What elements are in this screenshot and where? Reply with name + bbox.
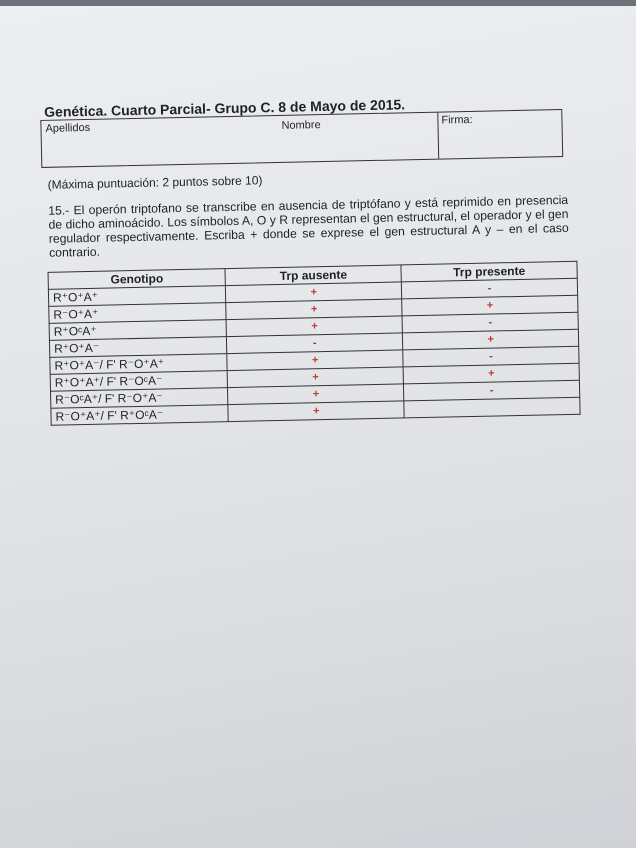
trp-present-cell: - <box>404 380 580 401</box>
genotype-cell: R⁺O⁺A⁺/ F' R⁻OᶜA⁻ <box>50 371 228 392</box>
exam-title: Genética. Cuarto Parcial- Grupo C. 8 de Mayo de 2015. <box>43 96 406 120</box>
trp-present-cell: - <box>402 312 578 333</box>
exam-content <box>38 93 575 426</box>
header-genotipo: Genotipo <box>48 269 226 290</box>
trp-absent-cell: + <box>228 367 404 388</box>
trp-present-cell: + <box>403 363 579 384</box>
trp-present-cell: + <box>402 295 578 316</box>
trp-absent-cell: + <box>226 299 402 320</box>
trp-present-cell: - <box>401 278 577 299</box>
genotype-cell: R⁻O⁺A⁺/ F' R⁺OᶜA⁻ <box>51 405 229 426</box>
genotype-cell: R⁻O⁺A⁺ <box>49 303 227 324</box>
student-info-box <box>40 109 563 168</box>
trp-absent-cell: + <box>227 350 403 371</box>
trp-absent-cell: - <box>227 333 403 354</box>
question-text: 15.- El operón triptofano se transcribe en ausencia de triptófano y está reprimido en presencia de dicho aminoácido. Los símbolos A, O y R representan el gen estructural, el operador y el gen regulador respectivamente. Escriba + donde se exprese el gen estructural A y – en el caso contrario. <box>48 192 569 260</box>
trp-present-cell: + <box>402 329 578 350</box>
trp-present-cell: - <box>403 346 579 367</box>
firma-label: Firma: <box>441 113 473 127</box>
background-edge <box>0 0 636 6</box>
trp-absent-cell: + <box>228 384 404 405</box>
trp-absent-cell: + <box>228 401 404 422</box>
genotype-cell: R⁺O⁺A⁻ <box>49 337 227 358</box>
nombre-label: Nombre <box>281 119 321 132</box>
genotype-cell: R⁻OᶜA⁺/ F' R⁻O⁺A⁻ <box>51 388 229 409</box>
genotype-cell: R⁺OᶜA⁺ <box>49 320 227 341</box>
header-trp-presente: Trp presente <box>401 261 577 282</box>
trp-absent-cell: + <box>226 316 402 337</box>
header-trp-ausente: Trp ausente <box>225 265 401 286</box>
genotype-cell: R⁺O⁺A⁺ <box>48 286 226 307</box>
firma-divider <box>437 113 439 159</box>
genotype-table <box>48 261 581 426</box>
trp-present-cell <box>404 397 580 418</box>
max-score-note: (Máxima puntuación: 2 puntos sobre 10) <box>47 173 263 192</box>
trp-absent-cell: + <box>226 282 402 303</box>
genotype-cell: R⁺O⁺A⁻/ F' R⁻O⁺A⁺ <box>50 354 228 375</box>
apellidos-label: Apellidos <box>45 121 91 135</box>
